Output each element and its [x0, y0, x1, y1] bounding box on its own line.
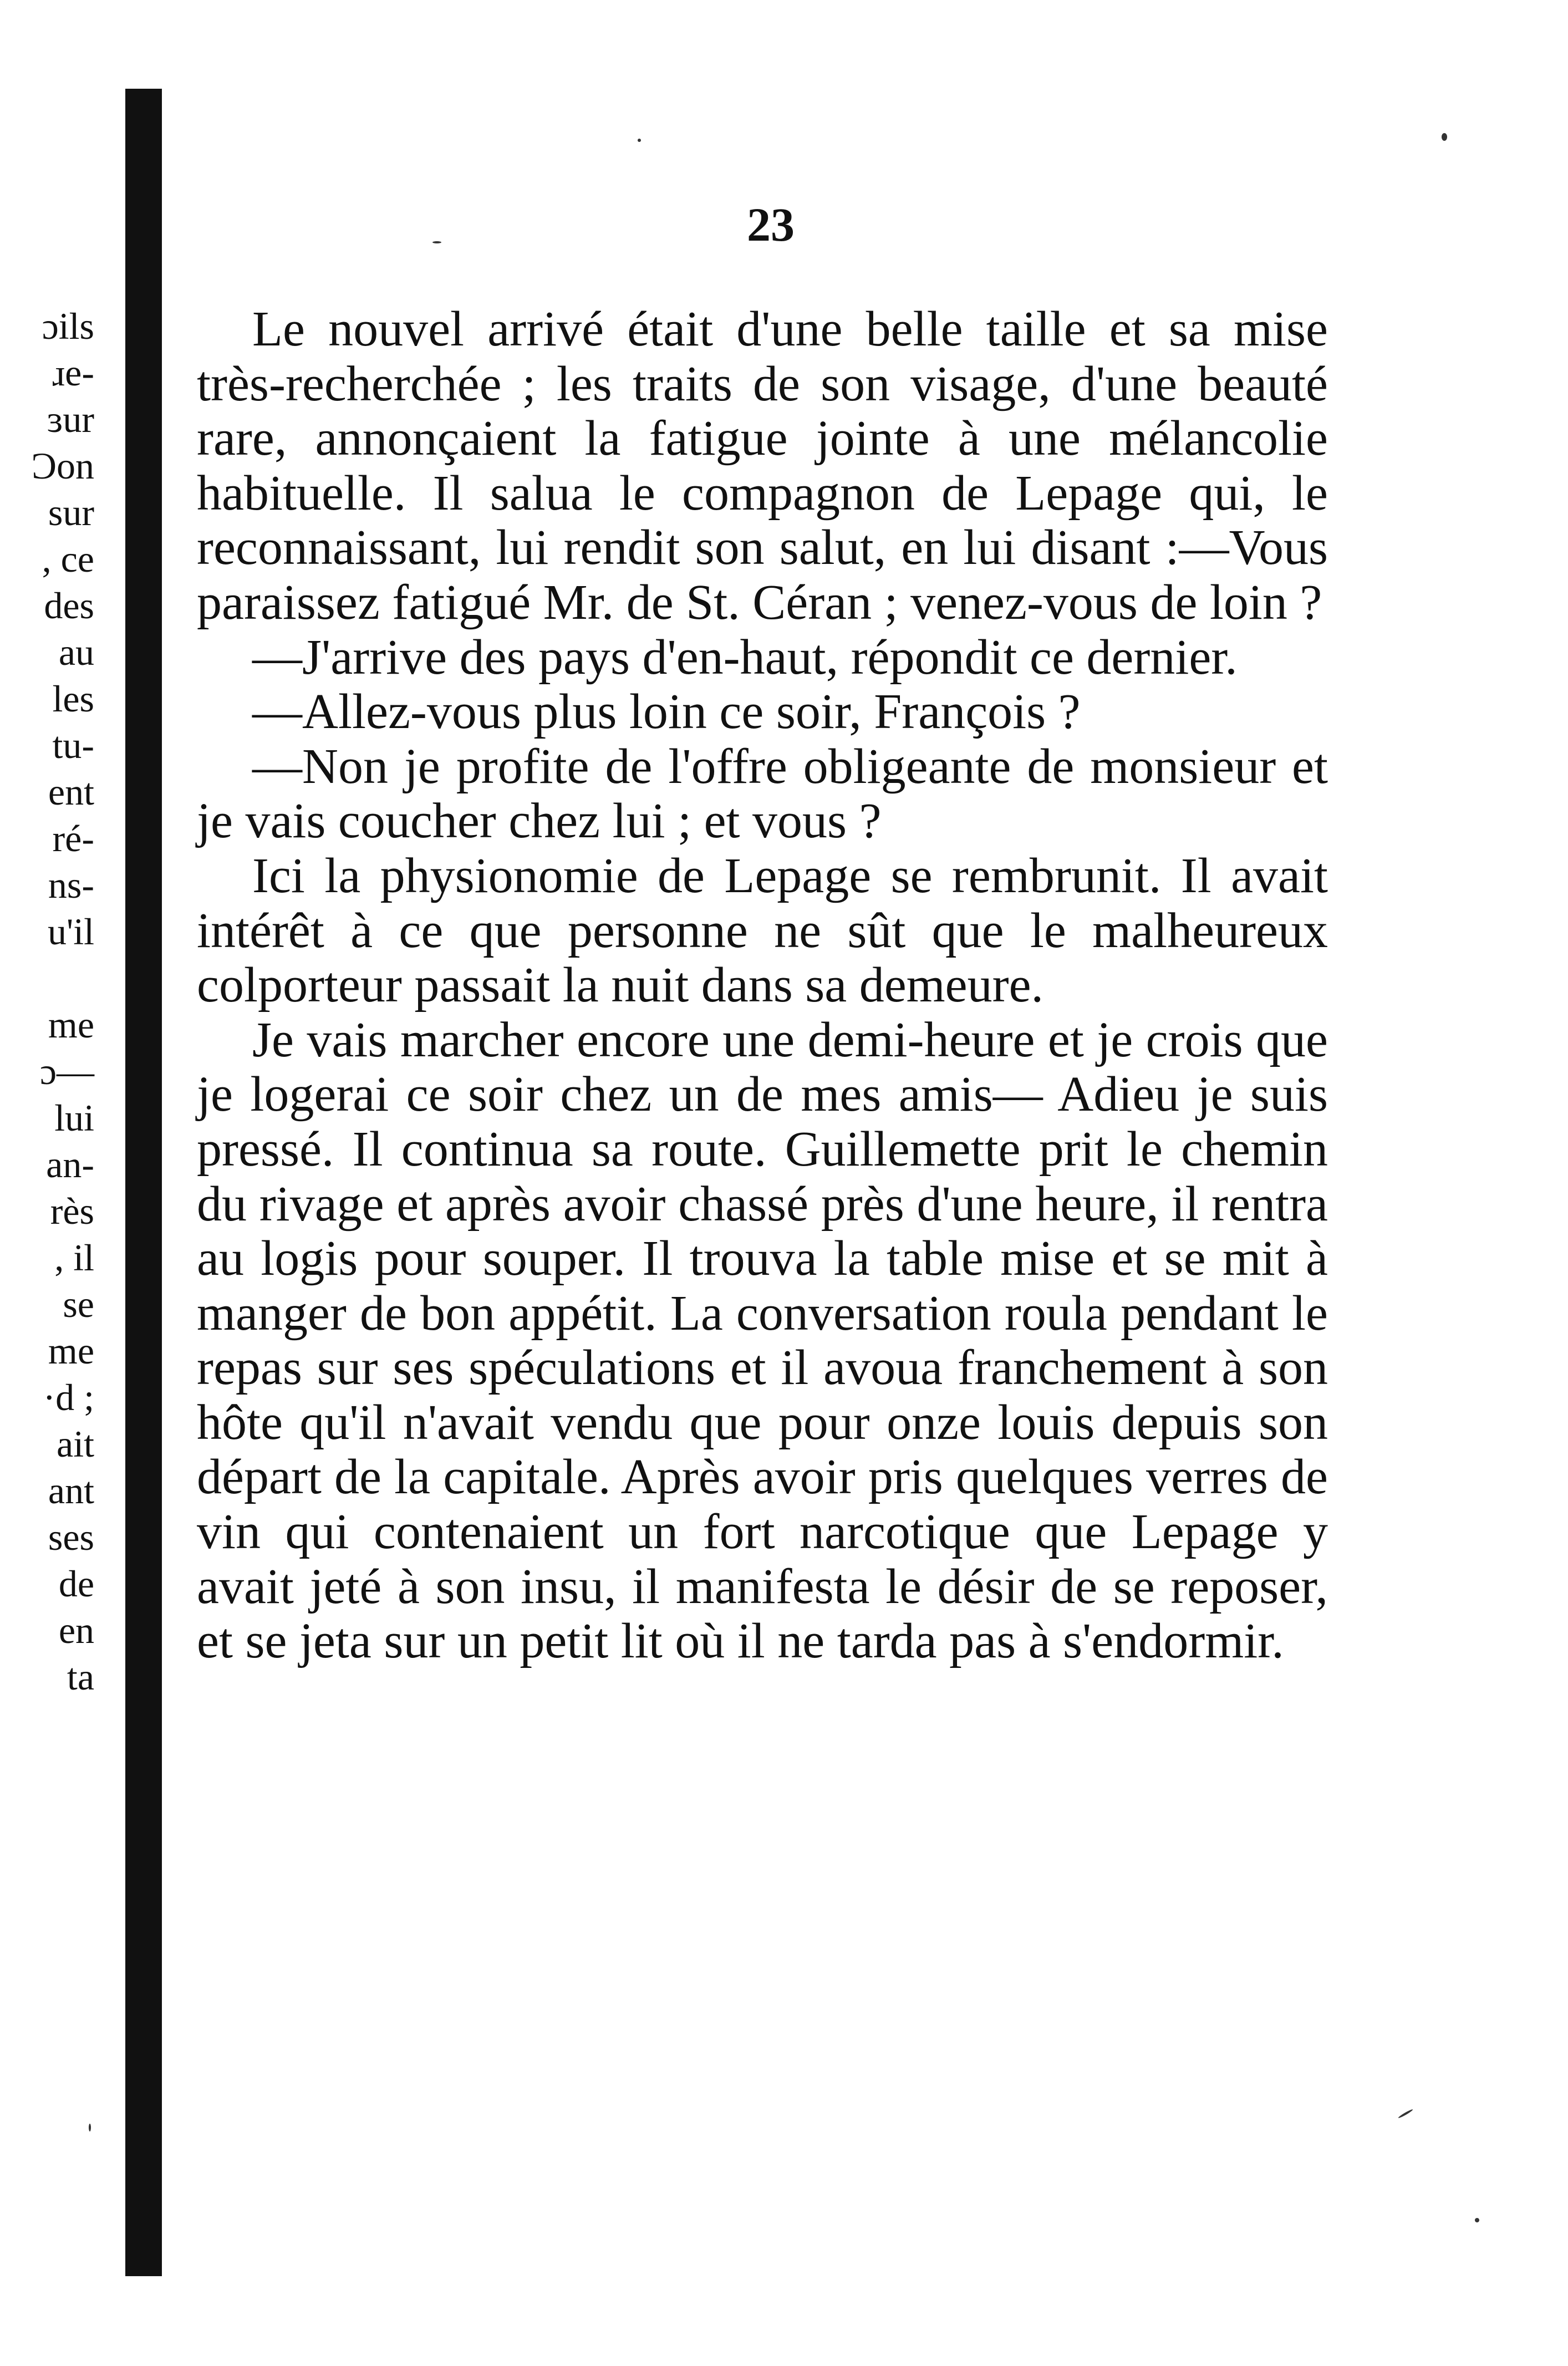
scan-speck — [1475, 2218, 1479, 2222]
margin-fragment: an- — [46, 1143, 94, 1185]
body-text — [197, 302, 1328, 1669]
margin-fragment: ant — [48, 1469, 94, 1512]
margin-fragment: Ɔon — [31, 445, 94, 487]
margin-fragment: ta — [67, 1656, 94, 1698]
margin-fragment: me — [48, 1004, 94, 1046]
paragraph: Le nouvel arrivé était d'une belle taille et sa mise très-recherchée ; les traits de son visage, d'une beauté rare, annonçaient la fatigue jointe à une mélancolie habituelle. Il salua le compagnon de Lepage qui, le reconnaissant, lui rendit son salut, en lui disant :—Vous paraissez fatigué Mr. de St. Céran ; venez-vous de loin ? — [197, 302, 1328, 630]
margin-fragment: ɔils — [42, 305, 94, 347]
margin-fragment: ·d ; — [43, 1376, 94, 1418]
scan-speck — [638, 139, 641, 142]
margin-fragment: ɜur — [47, 398, 94, 440]
paragraph: Ici la physionomie de Lepage se rembrunit. Il avait intérêt à ce que personne ne sût que le malheureux colporteur passait la nuit dans sa demeure. — [197, 848, 1328, 1013]
page-number: 23 — [747, 198, 795, 251]
margin-fragment: rès — [50, 1190, 94, 1232]
margin-fragment: ses — [48, 1516, 94, 1558]
scan-speck — [89, 2124, 91, 2131]
margin-fragment: u'il — [47, 910, 94, 953]
paragraph: —J'arrive des pays d'en-haut, répondit ce dernier. — [252, 629, 1238, 685]
margin-fragment: ɹe- — [52, 352, 94, 394]
paragraph: —Allez-vous plus loin ce soir, François ? — [252, 684, 1081, 740]
margin-fragment: , il — [54, 1237, 94, 1279]
paragraph: —Non je profite de l'offre obligeante de monsieur et je vais coucher chez lui ; et vous ? — [197, 739, 1328, 849]
margin-fragment: ɔ— — [39, 1050, 94, 1092]
binding-gutter-shadow — [125, 89, 162, 2276]
scan-speck — [1398, 2109, 1413, 2119]
scan-speck — [432, 241, 441, 243]
scan-speck — [1442, 133, 1447, 141]
margin-fragment: se — [63, 1283, 94, 1325]
margin-fragment: ent — [48, 771, 94, 813]
margin-fragment: en — [58, 1609, 94, 1651]
margin-fragment: ait — [57, 1423, 94, 1465]
margin-fragment: ré- — [52, 817, 94, 859]
margin-fragment: au — [58, 631, 94, 673]
margin-fragment: les — [52, 678, 94, 720]
margin-fragment: me — [48, 1330, 94, 1372]
margin-fragment: sur — [48, 491, 94, 533]
paragraph: Je vais marcher encore une demi-heure et je crois que je logerai ce soir chez un de mes amis— Adieu je suis pressé. Il continua sa route. Guillemette prit le chemin du rivage et après avoir chassé près d'une heure, il rentra au logis pour souper. Il trouva la table mise et se mit à manger de bon appétit. La conversation roula pendant le repas sur ses spéculations et il avoua franchement à son hôte qu'il n'avait vendu que pour onze louis depuis son départ de la capitale. Après avoir pris quelques verres de vin qui contenaient un fort narcotique que Lepage y avait jeté à son insu, il manifesta le désir de se reposer, et se jeta sur un petit lit où il ne tarda pas à s'endormir. — [197, 1012, 1328, 1669]
margin-fragment: ns- — [48, 864, 94, 906]
margin-fragment: lui — [54, 1097, 94, 1139]
margin-fragment: , ce — [42, 538, 94, 580]
margin-fragment: des — [44, 584, 94, 627]
margin-fragment: de — [58, 1563, 94, 1605]
margin-fragment: tu- — [52, 724, 94, 766]
